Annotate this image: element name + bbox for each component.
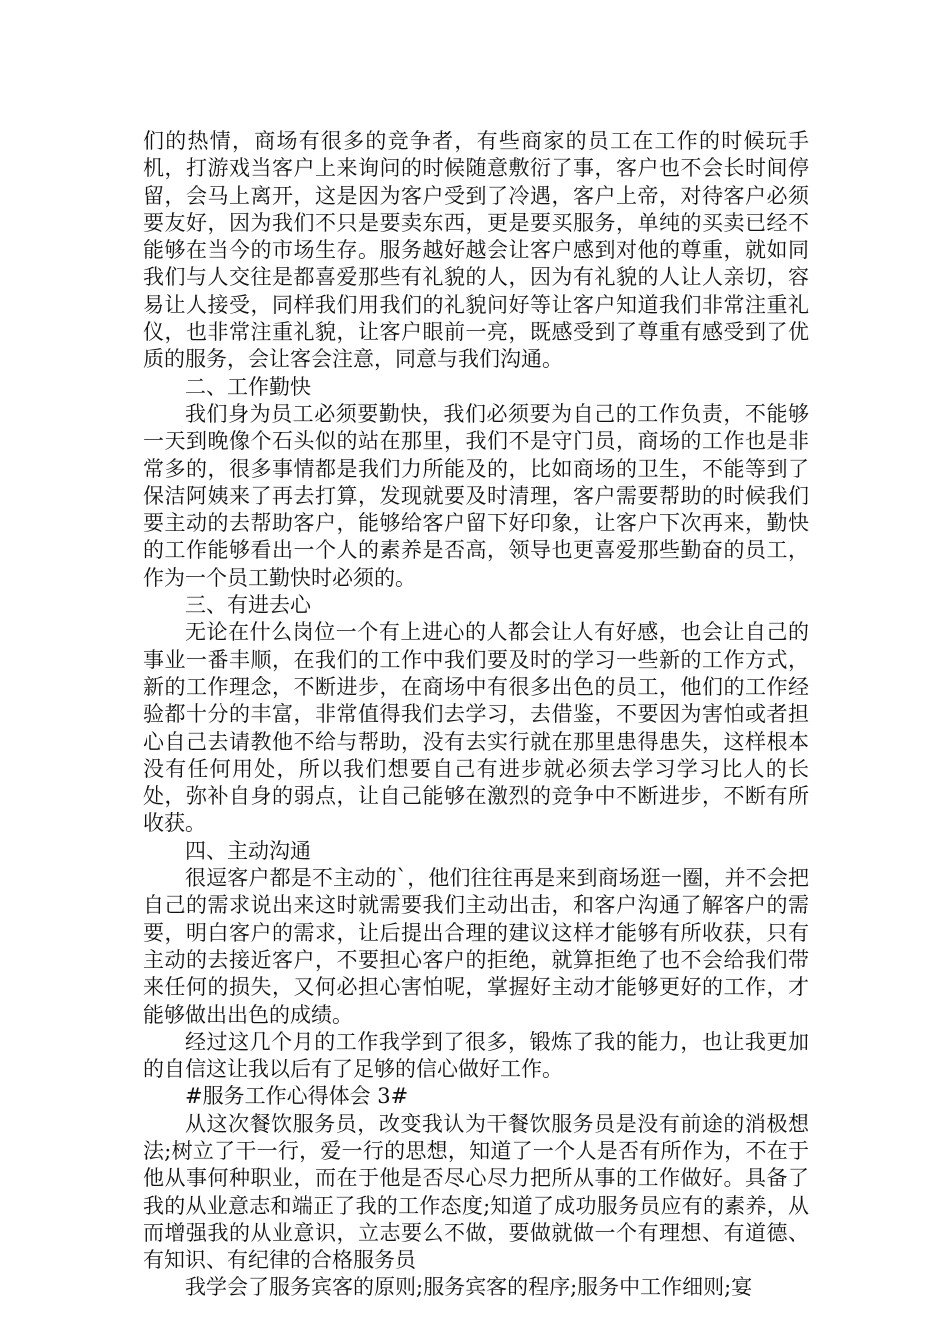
section-heading-2: 二、工作勤快 <box>185 374 311 399</box>
document-page <box>143 128 809 1302</box>
paragraph-communication: 很逗客户都是不主动的`，他们往往再是来到商场逛一圈，并不会把自己的需求说出来这时就需要我们主动出击，和客户沟通了解客户的需要，明白客户的需求，让后提出合理的建议这样才能够有所收获，只有主动的去接近客户，不要担心客户的拒绝，就算拒绝了也不会给我们带来任何的损失，又何必担心害怕呢，掌握好主动才能够更好的工作，才能够做出出色的成绩。 <box>143 866 809 1027</box>
section-heading-4: 四、主动沟通 <box>185 838 311 863</box>
paragraph-learned: 我学会了服务宾客的原则;服务宾客的程序;服务中工作细则;宴 <box>185 1275 753 1300</box>
section-heading-3: 三、有进去心 <box>185 593 311 618</box>
paragraph-catering: 从这次餐饮服务员，改变我认为干餐饮服务员是没有前途的消极想法;树立了干一行，爱一行的思想，知道了一个人是否有所作为，不在于他从事何种职业，而在于他是否尽心尽力把所从事的工作做好。具备了我的从业意志和端正了我的工作态度;知道了成功服务员应有的素养，从而增强我的从业意识，立志要么不做，要做就做一个有理想、有道德、有知识、有纪律的合格服务员 <box>143 1111 809 1273</box>
paragraph-continued: 们的热情，商场有很多的竞争者，有些商家的员工在工作的时候玩手机，打游戏当客户上来询问的时候随意敷衍了事，客户也不会长时间停留，会马上离开，这是因为客户受到了冷遇，客户上帝，对待客户必须要友好，因为我们不只是要卖东西，更是要买服务，单纯的买卖已经不能够在当今的市场生存。服务越好越会让客户感到对他的尊重，就如同我们与人交往是都喜爱那些有礼貌的人，因为有礼貌的人让人亲切，容易让人接受，同样我们用我们的礼貌问好等让客户知道我们非常注重礼仪，也非常注重礼貌，让客户眼前一亮，既感受到了尊重有感受到了优质的服务，会让客会注意，同意与我们沟通。 <box>143 129 809 372</box>
paragraph-ambition: 无论在什么岗位一个有上进心的人都会让人有好感，也会让自己的事业一番丰顺，在我们的工作中我们要及时的学习一些新的工作方式，新的工作理念，不断进步，在商场中有很多出色的员工，他们的工作经验都十分的丰富，非常值得我们去学习，去借鉴，不要因为害怕或者担心自己去请教他不给与帮助，没有去实行就在那里患得患失，这样根本没有任何用处，所以我们想要自己有进步就必须去学习学习比人的长处，弥补自身的弱点，让自己能够在激烈的竞争中不断进步，不断有所收获。 <box>143 620 809 836</box>
paragraph-summary: 经过这几个月的工作我学到了很多，锻炼了我的能力，也让我更加的自信这让我以后有了足够的信心做好工作。 <box>143 1029 809 1082</box>
paragraph-diligence: 我们身为员工必须要勤快，我们必须要为自己的工作负责，不能够一天到晚像个石头似的站在那里，我们不是守门员，商场的工作也是非常多的，很多事情都是我们力所能及的，比如商场的卫生，不能等到了保洁阿姨来了再去打算，发现就要及时清理，客户需要帮助的时候我们要主动的去帮助客户，能够给客户留下好印象，让客户下次再来，勤快的工作能够看出一个人的素养是否高，领导也更喜爱那些勤奋的员工，作为一个员工勤快时必须的。 <box>143 401 809 590</box>
article-heading-3: #服务工作心得体会 3# <box>185 1084 409 1109</box>
